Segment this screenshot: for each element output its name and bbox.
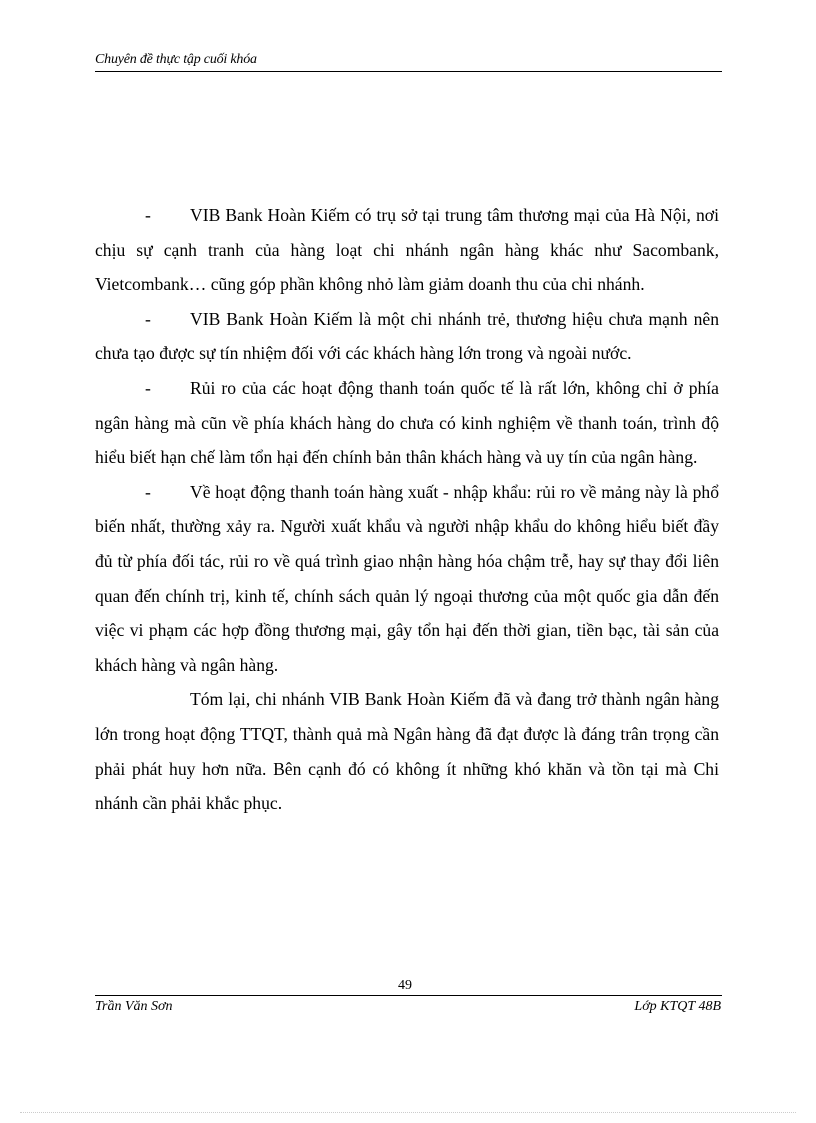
header-title: Chuyên đề thực tập cuối khóa <box>95 52 257 67</box>
bullet-paragraph-3 <box>95 371 719 475</box>
paragraph-text: Về hoạt động thanh toán hàng xuất - nhập khẩu: rủi ro về mảng này là phổ biến nhất, thường xảy ra. Người xuất khẩu và người nhập khẩu do không hiểu biết đầy đủ từ phía đối tác, rủi ro về quá trình giao nhận hàng hóa chậm trễ, hay sự thay đổi liên quan đến chính trị, kinh tế, chính sách quản lý ngoại thương của một quốc gia dẫn đến việc vi phạm các hợp đồng thương mại, gây tổn hại đến thời gian, tiền bạc, tài sản của khách hàng và ngân hàng. <box>95 481 719 675</box>
footer-class: Lớp KTQT 48B <box>634 999 721 1014</box>
bullet-dash: - <box>145 205 151 225</box>
bullet-dash: - <box>145 481 151 502</box>
document-body <box>95 198 719 821</box>
footer-divider <box>95 995 722 996</box>
paragraph-text: Rủi ro của các hoạt động thanh toán quốc tế là rất lớn, không chỉ ở phía ngân hàng mà cũn về phía khách hàng do chưa có kinh nghiệm về thanh toán, trình độ hiểu biết hạn chế làm tổn hại đến chính bản thân khách hàng và uy tín của ngân hàng. <box>95 377 719 468</box>
bullet-dash: - <box>145 377 151 398</box>
page-header <box>95 50 722 72</box>
summary-paragraph: Tóm lại, chi nhánh VIB Bank Hoàn Kiếm đã và đang trở thành ngân hàng lớn trong hoạt động TTQT, thành quả mà Ngân hàng đã đạt được là đáng trân trọng cần phải phát huy hơn nữa. Bên cạnh đó có không ít những khó khăn và tồn tại mà Chi nhánh cần phải khắc phục. <box>95 689 719 814</box>
bullet-dash: - <box>145 308 151 329</box>
footer-author: Trần Văn Sơn <box>95 999 173 1014</box>
paragraph-text: VIB Bank Hoàn Kiếm là một chi nhánh trẻ, thương hiệu chưa mạnh nên chưa tạo được sự tín nhiệm đối với các khách hàng lớn trong và ngoài nước. <box>95 308 719 364</box>
bullet-paragraph-4 <box>95 475 719 683</box>
bullet-paragraph-2 <box>95 302 719 371</box>
page-bottom-border <box>20 1112 796 1113</box>
paragraph-text: VIB Bank Hoàn Kiếm có trụ sở tại trung tâm thương mại của Hà Nội, nơi chịu sự cạnh tranh của hàng loạt chi nhánh ngân hàng khác như Sacombank, Vietcombank… cũng góp phần không nhỏ làm giảm doanh thu của chi nhánh. <box>95 205 719 295</box>
page-number: 49 <box>398 978 412 993</box>
bullet-paragraph-1 <box>95 198 719 302</box>
